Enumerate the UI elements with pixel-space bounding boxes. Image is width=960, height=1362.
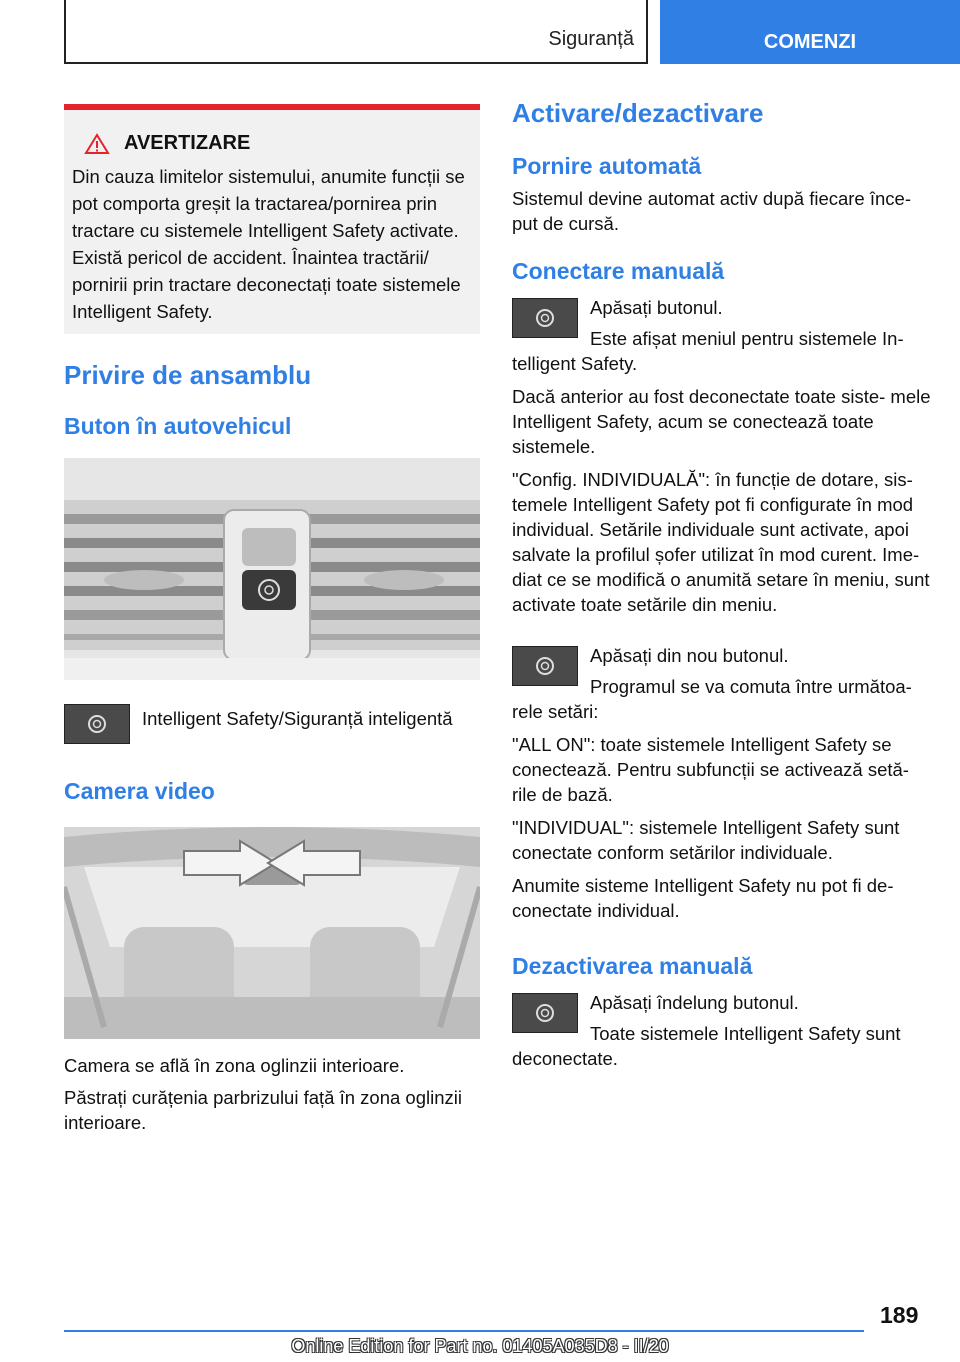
manual-individual-config-text: "Config. INDIVIDUALĂ": în funcție de dotare, sis- temele Intelligent Safety pot fi configurate în mod individual. Setările individuale sunt activate, apoi salvate la profilul șofer utilizat în mod curent. Ime- diat ce se modifică o anumită setare în meniu, sunt activate toate setările din meniu. [512, 469, 930, 615]
car-interior-illustration [64, 827, 480, 1039]
button-caption-row [64, 704, 480, 744]
heading-activate-deactivate: Activare/dezactivare [512, 98, 764, 128]
auto-start-text: Sistemul devine automat activ după fiecare înce- put de cursă. [512, 188, 911, 234]
warning-title [84, 132, 472, 155]
manual-menu-text: Este afișat meniul pentru sistemele In- telligent Safety. [512, 328, 904, 374]
button-photo [64, 458, 480, 680]
heading-auto-start: Pornire automată [512, 153, 702, 179]
manual-all-on-text: Dacă anterior au fost deconectate toate siste- mele Intelligent Safety, acum se conectează toate sistemele. [512, 386, 931, 457]
again-press-row [512, 643, 932, 724]
intelligent-safety-button-icon [64, 704, 130, 744]
again-cycle-text: Programul se va comuta între următoa- rele setări: [512, 676, 912, 722]
header-chapter-tab: COMENZI [660, 0, 960, 64]
again-press-text: Apăsați din nou butonul. [590, 645, 789, 666]
camera-photo [64, 827, 480, 1039]
header-section-box [64, 0, 648, 64]
warning-text: Din cauza limitelor sistemului, anumite funcții se pot comporta greșit la tractarea/pornirea prin tractare cu sistemele Intelligent Safety activate. Există pericol de accident. Înaintea tractării/ pornirii prin tractare deconectați toate sistemele Intelligent Safety. [72, 166, 465, 322]
dashboard-vent-illustration [64, 458, 480, 680]
intelligent-safety-button-icon [512, 298, 578, 338]
warning-triangle-icon [84, 133, 110, 155]
camera-location-text: Camera se află în zona oglinzii interioare. [64, 1055, 405, 1076]
manual-press-text: Apăsați butonul. [590, 297, 723, 318]
button-caption: Intelligent Safety/Siguranță inteligentă [142, 708, 453, 729]
left-column [64, 104, 480, 1135]
warning-title-text: AVERTIZARE [124, 132, 251, 154]
right-column [512, 98, 932, 1071]
warning-box [64, 104, 480, 334]
intelligent-safety-button-icon [512, 646, 578, 686]
heading-manual-off: Dezactivarea manuală [512, 953, 753, 979]
some-systems-text: Anumite sisteme Intelligent Safety nu pot fi de- conectate individual. [512, 875, 894, 921]
header-section-title: Siguranță [548, 28, 634, 50]
manual-press-row [512, 295, 932, 376]
heading-overview: Privire de ansamblu [64, 360, 312, 390]
all-on-setting-text: "ALL ON": toate sistemele Intelligent Safety se conectează. Pentru subfuncții se activează setă- rile de bază. [512, 734, 909, 805]
intelligent-safety-button-icon [512, 993, 578, 1033]
individual-setting-text: "INDIVIDUAL": sistemele Intelligent Safety sunt conectate conform setărilor individuale. [512, 817, 900, 863]
footer-edition: Online Edition for Part no. 01405A035D8 - II/20 [291, 1336, 669, 1356]
heading-manual-on: Conectare manuală [512, 258, 725, 284]
all-off-text: Toate sistemele Intelligent Safety sunt deconectate. [512, 1023, 901, 1069]
footer-divider [64, 1330, 864, 1332]
heading-button-in-vehicle: Buton în autovehicul [64, 413, 292, 439]
camera-clean-text: Păstrați curățenia parbrizului față în zona oglinzii interioare. [64, 1087, 462, 1133]
long-press-row [512, 990, 932, 1071]
page-number: 189 [880, 1302, 919, 1328]
heading-camera: Camera video [64, 778, 215, 804]
long-press-text: Apăsați îndelung butonul. [590, 992, 799, 1013]
